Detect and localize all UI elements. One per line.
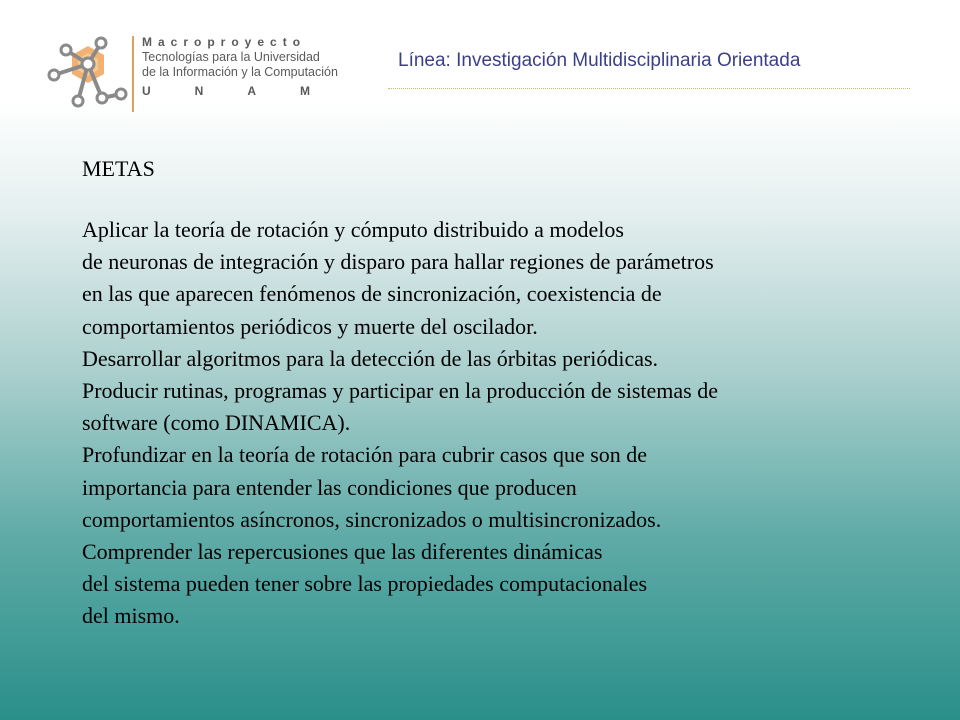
metas-body (82, 214, 942, 633)
logo-line-1: Tecnologías para la Universidad (142, 50, 320, 64)
logo-title: Macroproyecto (142, 35, 307, 49)
metas-line: software (como DINAMICA). (82, 410, 351, 436)
metas-line: de neuronas de integración y disparo para hallar regiones de parámetros (82, 249, 714, 275)
logo-text (142, 34, 354, 100)
metas-line: del mismo. (82, 603, 180, 629)
metas-line: comportamientos asíncronos, sincronizados o multisincronizados. (82, 506, 662, 532)
metas-line: en las que aparecen fenómenos de sincronización, coexistencia de (82, 281, 662, 307)
metas-line: del sistema pueden tener sobre las propiedades computacionales (82, 571, 648, 597)
logo-unam: UNAM (142, 84, 354, 98)
metas-line: Aplicar la teoría de rotación y cómputo distribuido a modelos (82, 217, 624, 242)
metas-heading: METAS (82, 156, 155, 181)
macroproyecto-logo (44, 34, 354, 114)
metas-line: Producir rutinas, programas y participar en la producción de sistemas de (82, 378, 718, 404)
metas-line: Profundizar en la teoría de rotación para cubrir casos que son de (82, 442, 648, 468)
logo-divider (132, 36, 134, 112)
network-hexagon-icon (44, 34, 134, 114)
metas-line: comportamientos periódicos y muerte del oscilador. (82, 313, 538, 339)
metas-line: Desarrollar algoritmos para la detección de las órbitas periódicas. (82, 345, 659, 371)
metas-line: Comprender las repercusiones que las diferentes dinámicas (82, 539, 603, 565)
metas-line: importancia para entender las condiciones que producen (82, 474, 577, 500)
header-rule (388, 88, 910, 89)
linea-title: Línea: Investigación Multidisciplinaria Orientada (398, 50, 801, 71)
metas-section (82, 154, 942, 633)
logo-line-2: de la Información y la Computación (142, 65, 338, 79)
